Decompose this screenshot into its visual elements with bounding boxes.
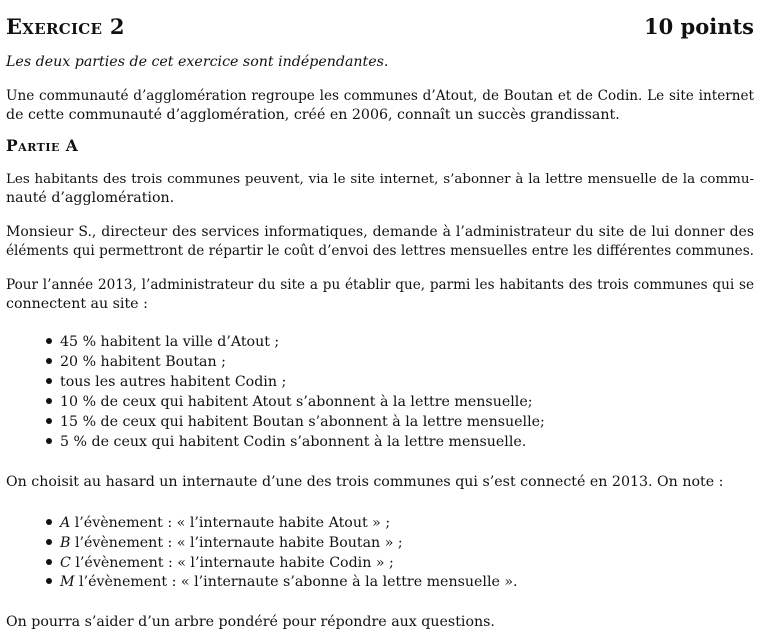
event-symbol: A	[60, 515, 71, 531]
bullet-icon	[46, 559, 52, 565]
bullet-icon	[46, 438, 52, 444]
bullet-icon	[46, 578, 52, 584]
bullet-icon	[46, 338, 52, 344]
event-symbol: M	[60, 574, 75, 590]
bullet-icon	[46, 378, 52, 384]
event-text: l’évènement : « l’internaute habite Atout » ;	[70, 515, 391, 531]
exercise-points: 10 points	[644, 14, 754, 39]
bullet-icon	[46, 519, 52, 525]
stat-text: tous les autres habitent Codin ;	[60, 374, 287, 390]
para2-line-2: éléments qui permettront de répartir le coût d’envoi des lettres mensuelles entre les différentes communes.	[6, 243, 754, 259]
bullet-icon	[46, 398, 52, 404]
event-text: l’évènement : « l’internaute habite Codin » ;	[70, 555, 394, 571]
stat-text: 45 % habitent la ville d’Atout ;	[60, 334, 280, 350]
stat-item	[46, 413, 545, 432]
para1-line-1: Les habitants des trois communes peuvent, via le site internet, s’abonner à la lettre mensuelle de la commu-	[6, 172, 754, 187]
intro-paragraph-line-1: Une communauté d’agglomération regroupe les communes d’Atout, de Boutan et de Codin. Le site internet	[6, 88, 754, 104]
stat-text: 15 % de ceux qui habitent Boutan s’abonnent à la lettre mensuelle;	[60, 414, 545, 430]
stat-item	[46, 433, 526, 452]
intro-paragraph-line-2: de cette communauté d’agglomération, créé en 2006, connaît un succès grandissant.	[6, 107, 620, 123]
partie-a-title: Partie A	[6, 136, 79, 155]
stat-item	[46, 373, 286, 392]
para3-line-1: Pour l’année 2013, l’administrateur du site a pu établir que, parmi les habitants des trois communes qui se	[6, 277, 754, 293]
stat-item	[46, 353, 226, 372]
para2-line-1: Monsieur S., directeur des services informatiques, demande à l’administrateur du site de lui donner des	[6, 224, 754, 240]
bullet-icon	[46, 418, 52, 424]
stat-text: 20 % habitent Boutan ;	[60, 354, 226, 370]
stat-text: 5 % de ceux qui habitent Codin s’abonnent à la lettre mensuelle.	[60, 434, 527, 450]
intro-italic: Les deux parties de cet exercice sont indépendantes.	[6, 54, 389, 70]
event-item	[46, 554, 394, 573]
stat-text: 10 % de ceux qui habitent Atout s’abonnent à la lettre mensuelle;	[60, 394, 533, 410]
bullet-icon	[46, 358, 52, 364]
event-symbol: C	[60, 555, 71, 571]
event-text: l’évènement : « l’internaute s’abonne à la lettre mensuelle ».	[74, 574, 518, 590]
para5: On pourra s’aider d’un arbre pondéré pour répondre aux questions.	[6, 614, 495, 630]
exercise-title-text: Exercice 2	[6, 14, 125, 39]
para4: On choisit au hasard un internaute d’une des trois communes qui s’est connecté en 2013. On note :	[6, 474, 724, 490]
event-item	[46, 514, 390, 533]
event-item	[46, 534, 403, 553]
para1-line-2: nauté d’agglomération.	[6, 190, 175, 206]
event-text: l’évènement : « l’internaute habite Boutan » ;	[70, 535, 403, 551]
stat-item	[46, 393, 533, 412]
para3-line-2: connectent au site :	[6, 296, 148, 312]
stat-item	[46, 333, 279, 352]
event-symbol: B	[60, 535, 71, 551]
bullet-icon	[46, 539, 52, 545]
exercise-title	[6, 14, 125, 39]
event-item	[46, 573, 518, 592]
